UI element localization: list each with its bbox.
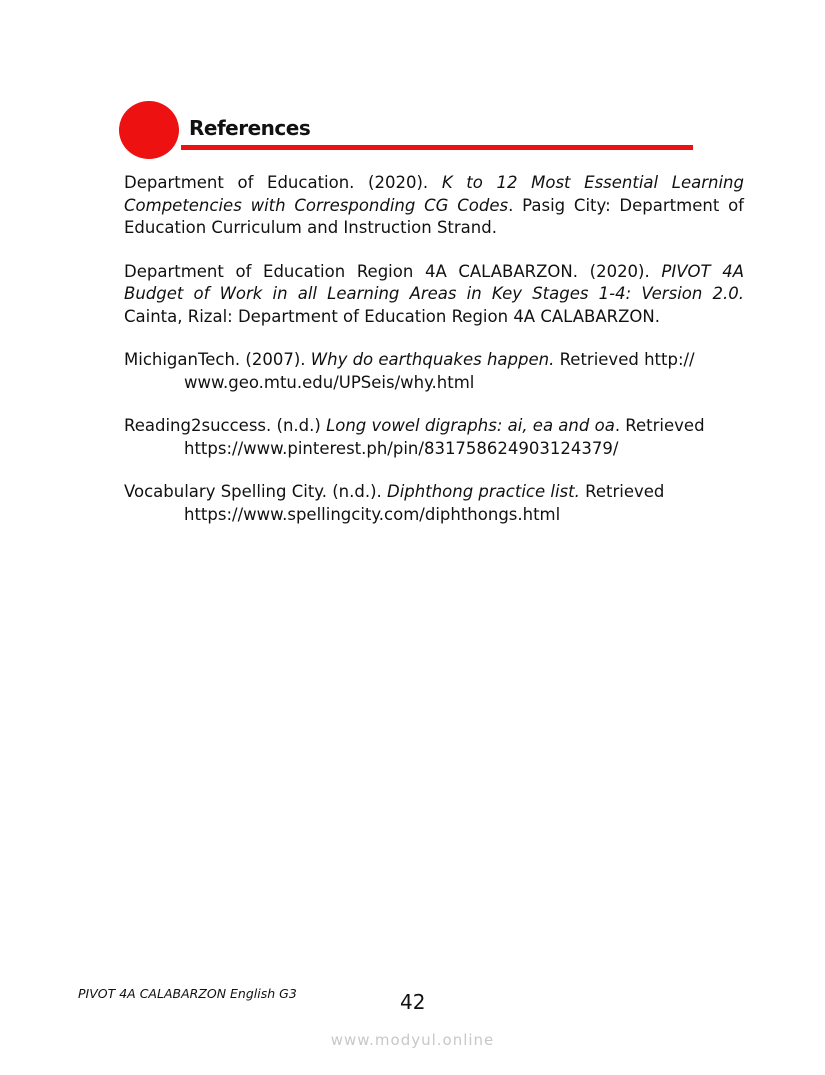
- reference-title: Why do earthquakes happen.: [310, 350, 555, 369]
- watermark-text: www.modyul.online: [330, 1031, 495, 1049]
- reference-retrieved: Retrieved: [579, 482, 665, 501]
- reference-link[interactable]: https://www.pinterest.ph/pin/831758624903124379/: [184, 438, 619, 458]
- reference-title: Long vowel digraphs: ai, ea and oa: [326, 416, 615, 435]
- page-number: 42: [400, 990, 426, 1014]
- reference-title: PIVOT 4A Budget of Work in all Learning Areas in Key Stages 1-4: Version 2.0.: [124, 261, 745, 303]
- reference-author-date: Department of Education Region 4A CALABARZON. (2020).: [124, 261, 650, 281]
- reference-publisher: Cainta, Rizal: Department of Education Region 4A CALABARZON.: [124, 306, 660, 326]
- reference-list: [124, 172, 744, 547]
- reference-author-date: Department of Education. (2020).: [124, 173, 429, 192]
- reference-publisher: . Pasig City: Department of Education Curriculum and Instruction Strand.: [124, 195, 744, 237]
- red-circle-bullet: [119, 101, 179, 159]
- reference-title: K to 12 Most Essential Learning Competencies with Corresponding CG Codes: [124, 173, 744, 215]
- section-title: References: [189, 116, 311, 140]
- reference-entry: [124, 349, 744, 394]
- reference-entry: [124, 172, 744, 240]
- reference-entry: [124, 481, 744, 526]
- footer-course-label: PIVOT 4A CALABARZON English G3: [78, 986, 297, 1001]
- reference-author-date: Reading2success. (n.d.): [124, 416, 321, 435]
- heading-underline: [181, 145, 693, 150]
- reference-author-date: Vocabulary Spelling City. (n.d.).: [124, 482, 382, 501]
- reference-retrieved: . Retrieved: [614, 416, 705, 435]
- reference-entry: [124, 415, 744, 460]
- reference-link[interactable]: www.geo.mtu.edu/UPSeis/why.html: [184, 372, 475, 392]
- reference-author-date: MichiganTech. (2007).: [124, 350, 306, 369]
- reference-link[interactable]: https://www.spellingcity.com/diphthongs.html: [184, 504, 561, 524]
- reference-retrieved: Retrieved http://: [554, 350, 695, 369]
- reference-title: Diphthong practice list.: [387, 482, 580, 501]
- references-heading: [119, 99, 699, 159]
- reference-entry: [124, 261, 744, 329]
